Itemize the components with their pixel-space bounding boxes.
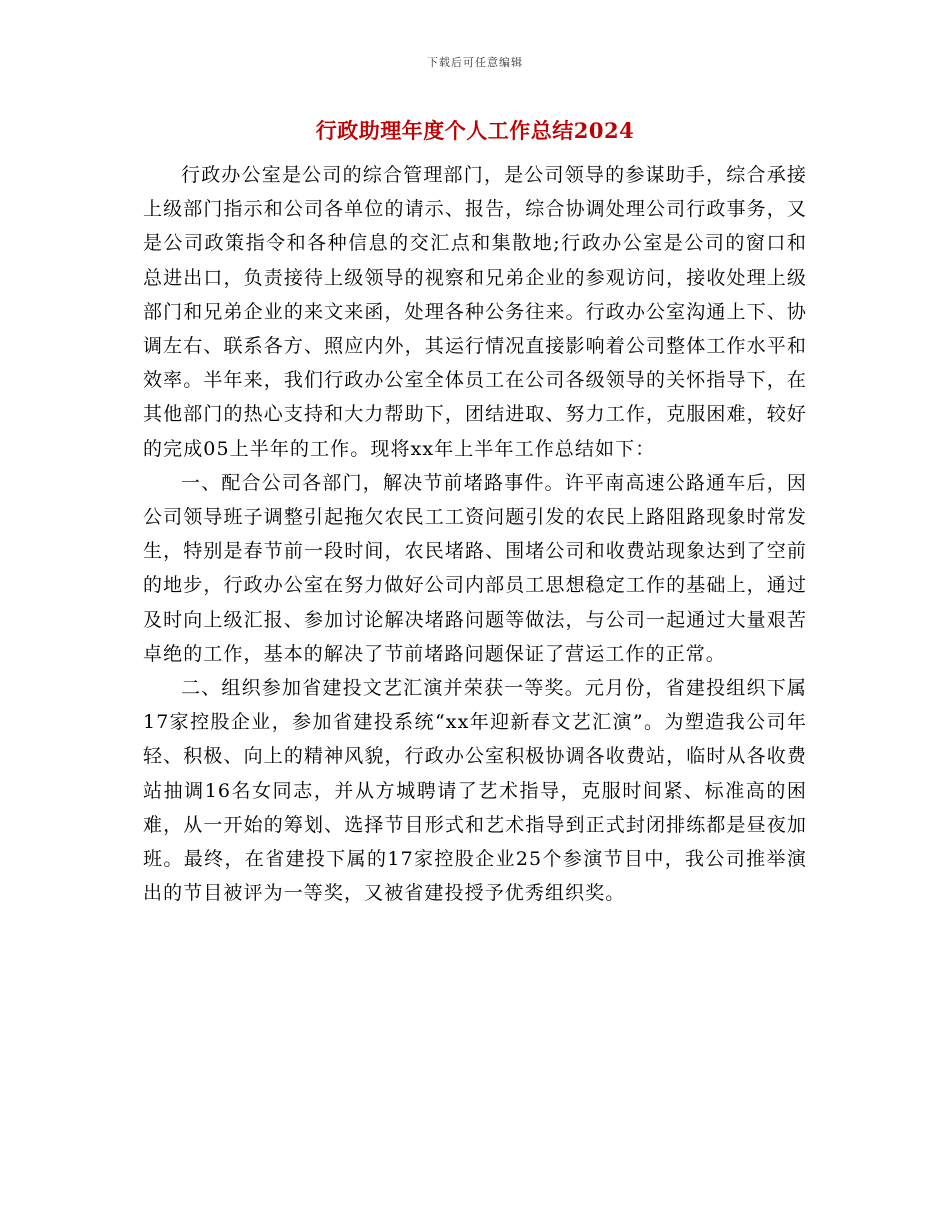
paragraph-section-2: 二、组织参加省建投文艺汇演并荣获一等奖。元月份，省建投组织下属17家控股企业，参加省建投系统“xx年迎新春文艺汇演”。为塑造我公司年轻、积极、向上的精神风貌，行政办公室积极协调各收费站，临时从各收费站抽调16名女同志，并从方城聘请了艺术指导，克服时间紧、标准高的困难，从一开始的筹划、选择节目形式和艺术指导到正式封闭排练都是昼夜加班。最终，在省建投下属的17家控股企业25个参演节目中，我公司推举演出的节目被评为一等奖，又被省建投授予优秀组织奖。 <box>143 677 807 905</box>
paragraph-intro: 行政办公室是公司的综合管理部门，是公司领导的参谋助手，综合承接上级部门指示和公司各单位的请示、报告，综合协调处理公司行政事务，又是公司政策指令和各种信息的交汇点和集散地;行政办公室是公司的窗口和总进出口，负责接待上级领导的视察和兄弟企业的参观访问，接收处理上级部门和兄弟企业的来文来函，处理各种公务往来。行政办公室沟通上下、协调左右、联系各方、照应内外，其运行情况直接影响着公司整体工作水平和效率。半年来，我们行政办公室全体员工在公司各级领导的关怀指导下，在其他部门的热心支持和大力帮助下，团结进取、努力工作，克服困难，较好的完成05上半年的工作。现将xx年上半年工作总结如下： <box>143 164 807 460</box>
header-note: 下载后可任意编辑 <box>427 56 523 69</box>
document-title: 行政助理年度个人工作总结2024 <box>315 118 635 143</box>
document-body <box>143 158 807 910</box>
paragraph-section-1: 一、配合公司各部门，解决节前堵路事件。许平南高速公路通车后，因公司领导班子调整引起拖欠农民工工资问题引发的农民上路阻路现象时常发生，特别是春节前一段时间，农民堵路、围堵公司和收费站现象达到了空前的地步，行政办公室在努力做好公司内部员工思想稳定工作的基础上，通过及时向上级汇报、参加讨论解决堵路问题等做法，与公司一起通过大量艰苦卓绝的工作，基本的解决了节前堵路问题保证了营运工作的正常。 <box>143 471 807 665</box>
